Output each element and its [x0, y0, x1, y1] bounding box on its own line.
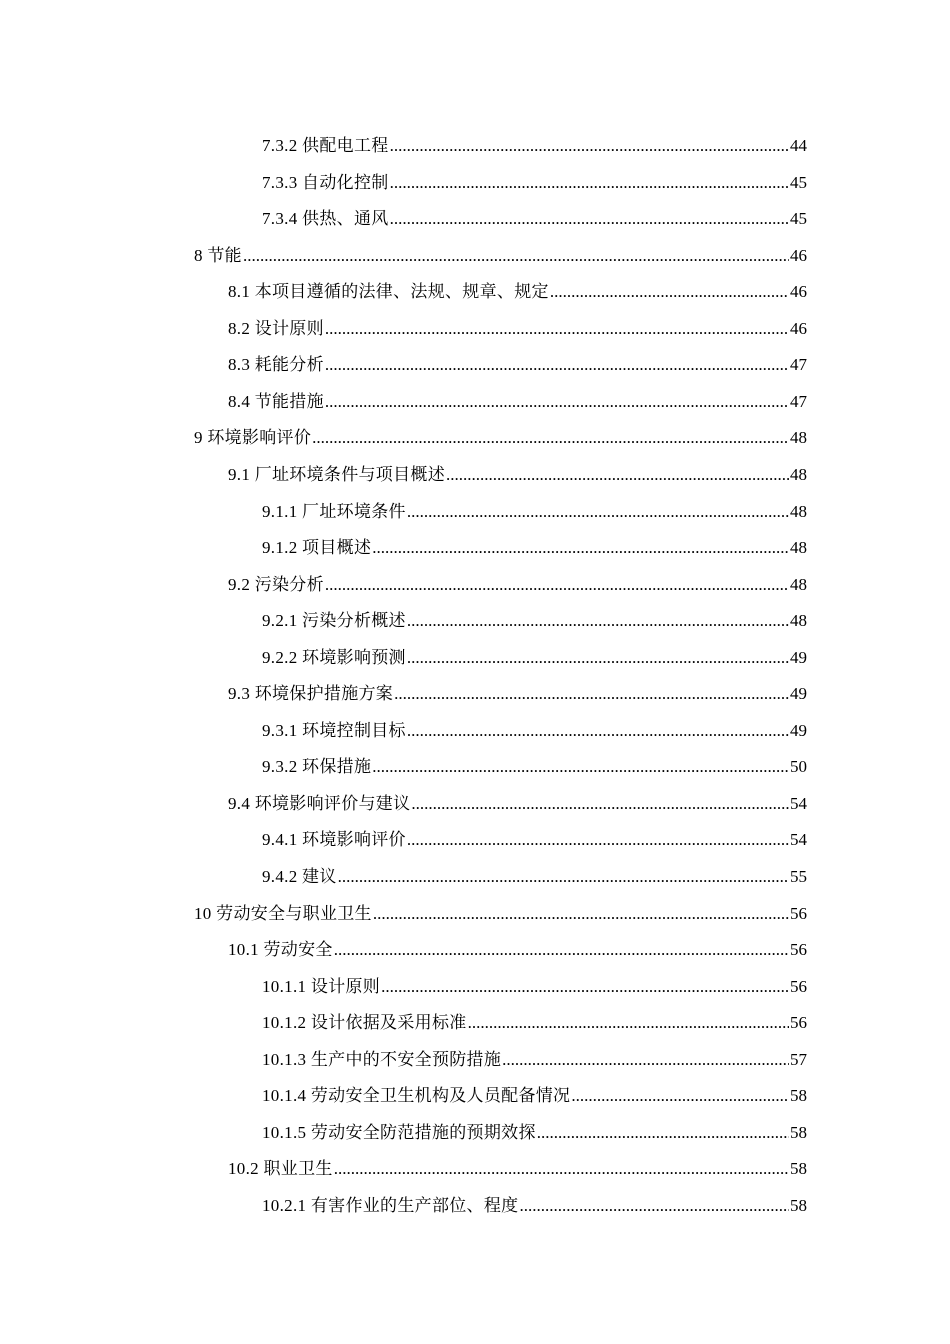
toc-dot-leader	[243, 246, 789, 266]
toc-dot-leader	[325, 319, 789, 339]
toc-entry[interactable]	[262, 851, 807, 887]
toc-entry-title: 8.4 节能措施	[228, 392, 324, 411]
toc-entry[interactable]	[228, 559, 807, 595]
toc-entry-page-number: 56	[790, 977, 807, 996]
toc-entry[interactable]	[228, 376, 807, 412]
toc-entry[interactable]	[262, 522, 807, 558]
toc-entry[interactable]	[194, 888, 807, 924]
toc-entry[interactable]	[262, 1107, 807, 1143]
toc-entry-page-number: 58	[790, 1123, 807, 1142]
toc-dot-leader	[390, 136, 789, 156]
toc-dot-leader	[390, 209, 789, 229]
toc-entry-page-number: 55	[790, 867, 807, 886]
toc-entry-page-number: 49	[790, 648, 807, 667]
toc-entry[interactable]	[262, 486, 807, 522]
toc-dot-leader	[334, 1159, 789, 1179]
toc-entry-title: 7.3.4 供热、通风	[262, 209, 389, 228]
toc-dot-leader	[550, 282, 789, 302]
toc-entry-title: 10.1.2 设计依据及采用标准	[262, 1013, 467, 1032]
toc-dot-leader	[407, 611, 789, 631]
toc-entry-title: 8 节能	[194, 246, 242, 265]
toc-dot-leader	[325, 392, 789, 412]
toc-dot-leader	[468, 1013, 789, 1033]
toc-dot-leader	[411, 794, 789, 814]
toc-entry-title: 9.3 环境保护措施方案	[228, 684, 394, 703]
toc-entry-page-number: 46	[790, 282, 807, 301]
toc-entry[interactable]	[262, 595, 807, 631]
toc-entry-page-number: 58	[790, 1159, 807, 1178]
toc-entry-title: 10 劳动安全与职业卫生	[194, 904, 372, 923]
toc-entry-page-number: 57	[790, 1050, 807, 1069]
toc-entry-page-number: 58	[790, 1196, 807, 1215]
toc-entry-page-number: 46	[790, 319, 807, 338]
toc-entry-page-number: 47	[790, 355, 807, 374]
toc-entry-page-number: 48	[790, 428, 807, 447]
toc-dot-leader	[372, 538, 789, 558]
toc-entry[interactable]	[262, 157, 807, 193]
toc-entry-title: 9.2.1 污染分析概述	[262, 611, 406, 630]
toc-entry-title: 10.1.3 生产中的不安全预防措施	[262, 1050, 502, 1069]
toc-entry-page-number: 45	[790, 209, 807, 228]
toc-entry[interactable]	[228, 778, 807, 814]
toc-entry-title: 9.4.1 环境影响评价	[262, 830, 406, 849]
toc-dot-leader	[312, 428, 789, 448]
toc-dot-leader	[407, 721, 789, 741]
toc-entry[interactable]	[262, 741, 807, 777]
toc-entry-page-number: 45	[790, 173, 807, 192]
toc-entry[interactable]	[194, 230, 807, 266]
toc-entry-title: 9.1.1 厂址环境条件	[262, 502, 406, 521]
toc-entry[interactable]	[228, 266, 807, 302]
toc-entry[interactable]	[194, 412, 807, 448]
toc-entry[interactable]	[262, 961, 807, 997]
toc-dot-leader	[446, 465, 789, 485]
toc-entry-title: 10.1.5 劳动安全防范措施的预期效探	[262, 1123, 536, 1142]
toc-dot-leader	[407, 502, 789, 522]
toc-entry[interactable]	[262, 1034, 807, 1070]
toc-dot-leader	[502, 1050, 789, 1070]
toc-entry[interactable]	[228, 449, 807, 485]
toc-entry[interactable]	[262, 632, 807, 668]
toc-entry-title: 9.2.2 环境影响预测	[262, 648, 406, 667]
toc-entry-page-number: 49	[790, 721, 807, 740]
toc-dot-leader	[372, 757, 789, 777]
toc-entry-title: 9.1.2 项目概述	[262, 538, 372, 557]
toc-entry[interactable]	[262, 814, 807, 850]
toc-entry-page-number: 46	[790, 246, 807, 265]
toc-dot-leader	[390, 173, 789, 193]
toc-entry-title: 7.3.2 供配电工程	[262, 136, 389, 155]
toc-dot-leader	[381, 977, 789, 997]
toc-entry-page-number: 56	[790, 1013, 807, 1032]
toc-entry-page-number: 48	[790, 611, 807, 630]
toc-dot-leader	[338, 867, 789, 887]
toc-entry-title: 9.3.1 环境控制目标	[262, 721, 406, 740]
toc-dot-leader	[373, 904, 789, 924]
toc-dot-leader	[325, 575, 789, 595]
toc-entry-title: 9 环境影响评价	[194, 428, 312, 447]
toc-entry-title: 9.4.2 建议	[262, 867, 337, 886]
toc-entry[interactable]	[228, 303, 807, 339]
toc-entry-title: 9.4 环境影响评价与建议	[228, 794, 411, 813]
toc-dot-leader	[407, 648, 789, 668]
toc-entry-page-number: 49	[790, 684, 807, 703]
toc-entry-title: 10.1.1 设计原则	[262, 977, 381, 996]
toc-entry-title: 9.1 厂址环境条件与项目概述	[228, 465, 445, 484]
toc-entry-title: 7.3.3 自动化控制	[262, 173, 389, 192]
toc-dot-leader	[519, 1196, 789, 1216]
toc-entry-page-number: 50	[790, 757, 807, 776]
toc-entry[interactable]	[262, 997, 807, 1033]
toc-dot-leader	[394, 684, 789, 704]
toc-entry[interactable]	[228, 668, 807, 704]
toc-entry-title: 10.1.4 劳动安全卫生机构及人员配备情况	[262, 1086, 571, 1105]
toc-entry-page-number: 48	[790, 575, 807, 594]
toc-dot-leader	[537, 1123, 789, 1143]
toc-entry-page-number: 48	[790, 538, 807, 557]
toc-entry-title: 10.1 劳动安全	[228, 940, 333, 959]
toc-entry[interactable]	[262, 120, 807, 156]
toc-entry-title: 8.2 设计原则	[228, 319, 324, 338]
toc-entry-title: 9.3.2 环保措施	[262, 757, 372, 776]
toc-entry[interactable]	[228, 1143, 807, 1179]
toc-dot-leader	[407, 830, 789, 850]
toc-entry[interactable]	[262, 705, 807, 741]
toc-entry-page-number: 48	[790, 502, 807, 521]
toc-entry[interactable]	[262, 193, 807, 229]
toc-entry-page-number: 54	[790, 830, 807, 849]
toc-entry-page-number: 54	[790, 794, 807, 813]
toc-entry-title: 9.2 污染分析	[228, 575, 324, 594]
toc-entry[interactable]	[262, 1180, 807, 1216]
toc-entry[interactable]	[228, 339, 807, 375]
toc-entry-page-number: 56	[790, 940, 807, 959]
toc-entry-page-number: 56	[790, 904, 807, 923]
toc-entry-page-number: 47	[790, 392, 807, 411]
toc-entry-title: 8.1 本项目遵循的法律、法规、规章、规定	[228, 282, 549, 301]
toc-dot-leader	[334, 940, 789, 960]
toc-entry-page-number: 48	[790, 465, 807, 484]
toc-entry-title: 10.2.1 有害作业的生产部位、程度	[262, 1196, 519, 1215]
toc-entry[interactable]	[228, 924, 807, 960]
toc-entry[interactable]	[262, 1070, 807, 1106]
toc-entry-page-number: 44	[790, 136, 807, 155]
toc-entry-page-number: 58	[790, 1086, 807, 1105]
toc-dot-leader	[571, 1086, 789, 1106]
toc-entry-title: 10.2 职业卫生	[228, 1159, 333, 1178]
toc-entry-title: 8.3 耗能分析	[228, 355, 324, 374]
toc-dot-leader	[325, 355, 789, 375]
